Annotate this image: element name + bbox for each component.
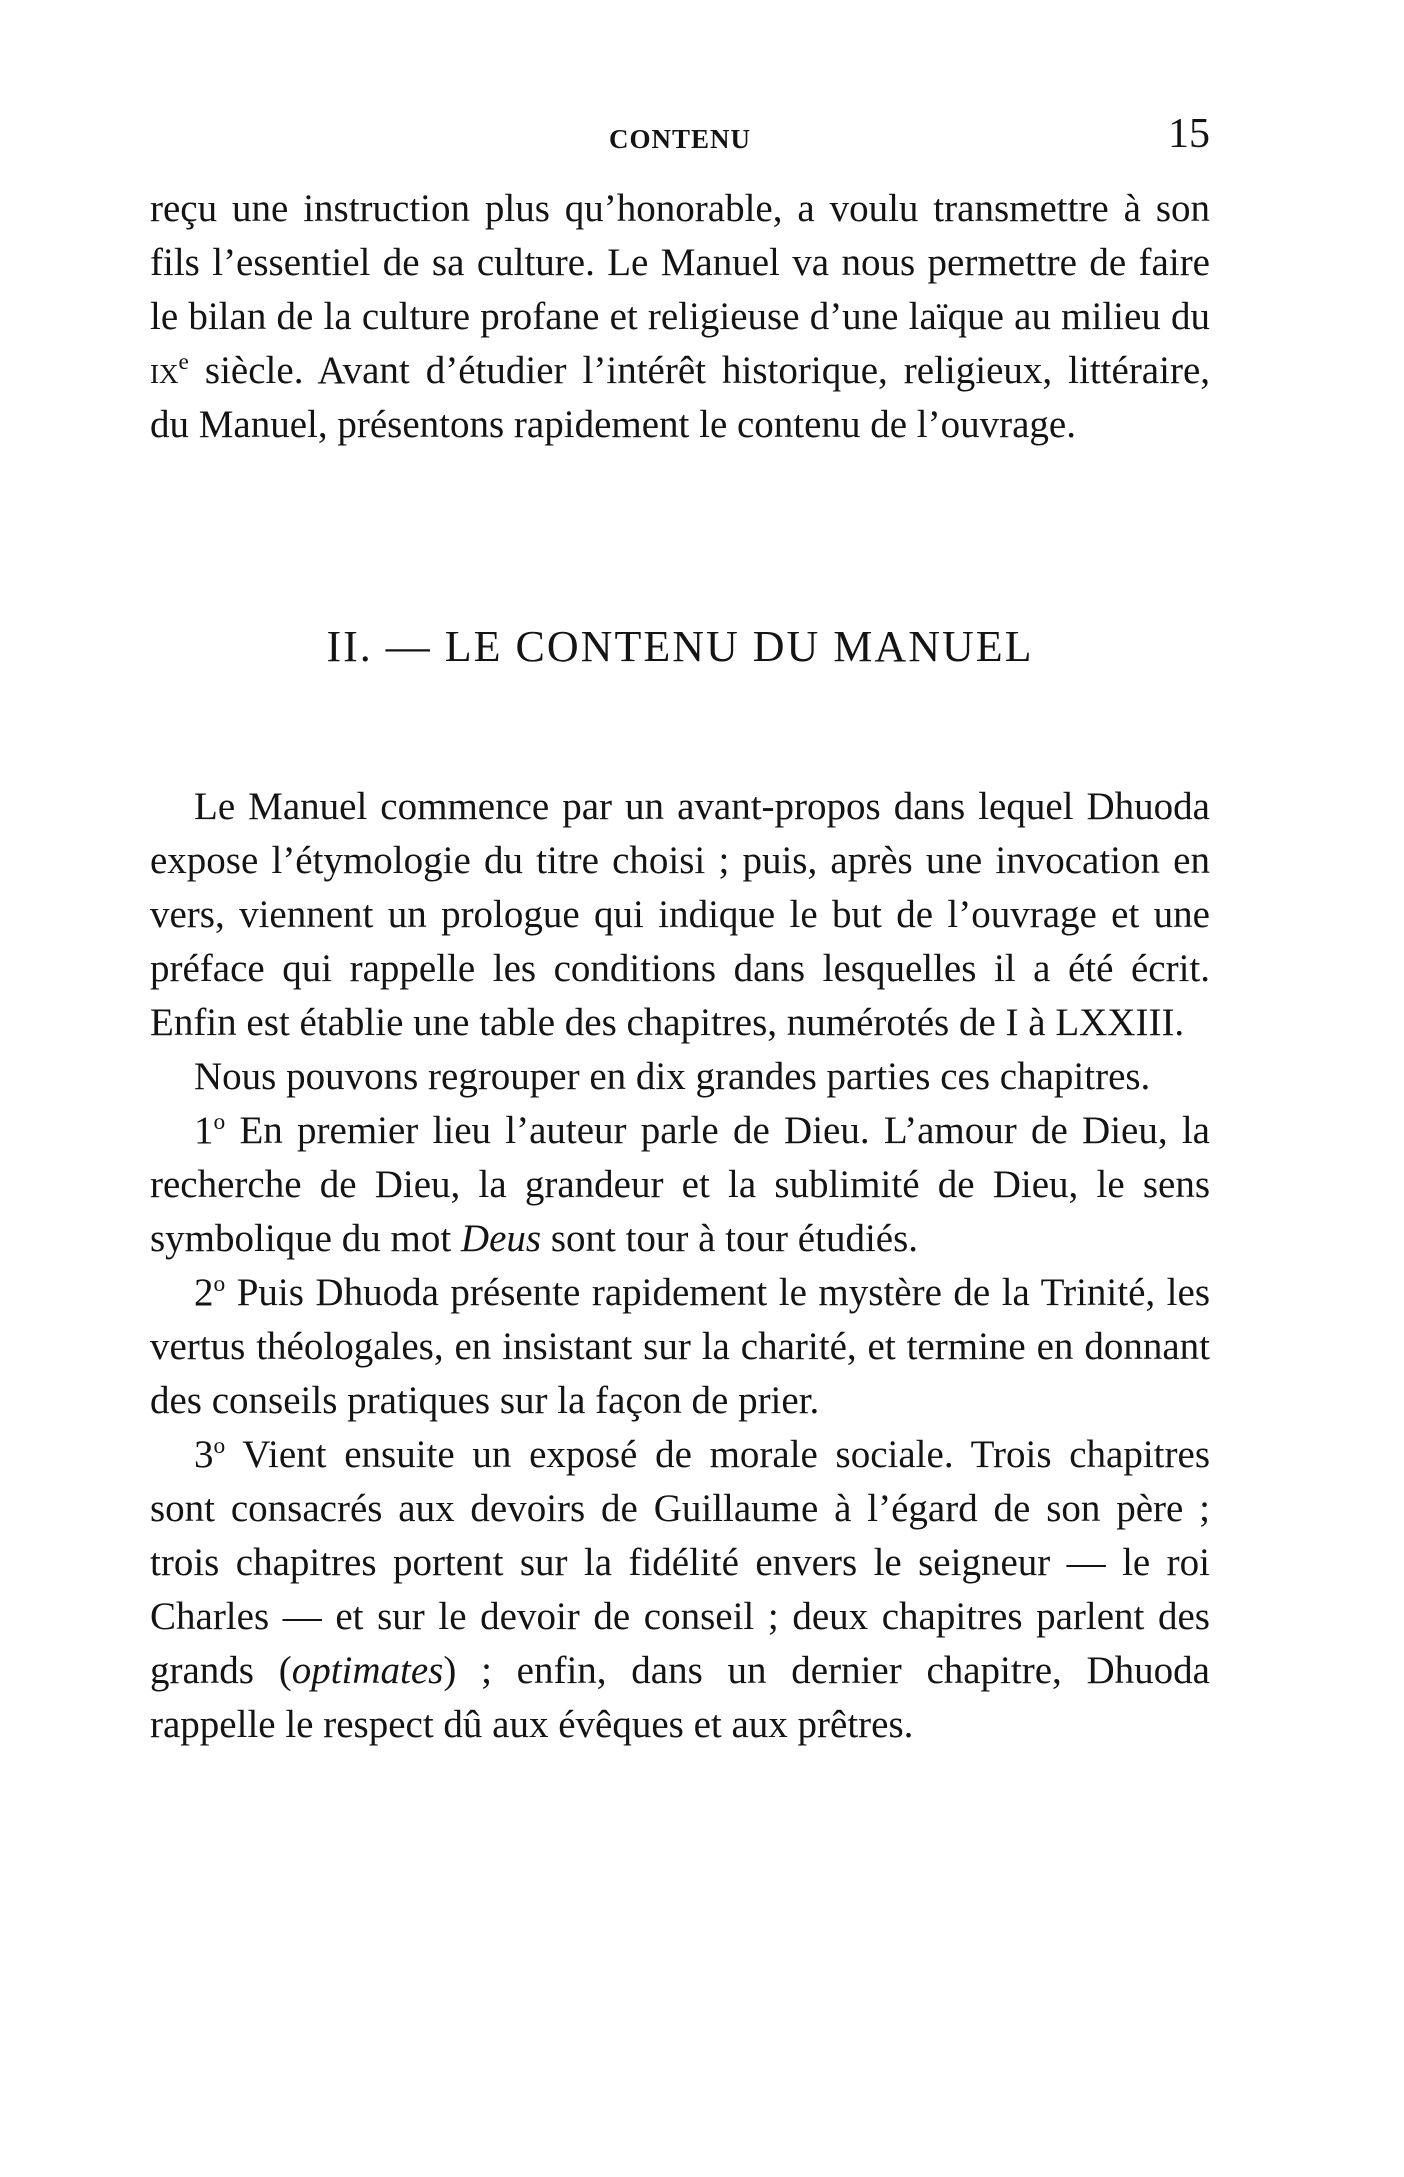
running-title: CONTENU [608, 124, 751, 154]
ordinal-mark: o [213, 1270, 226, 1297]
ordinal-mark: o [213, 1432, 226, 1459]
part-text-start: Vient ensuite un exposé de morale sociale. Trois chapitres sont consacrés aux devoirs de Guillaume à l’égard de son père ; trois chapitres portent sur la fidélité envers le seigneur — le roi Charles — et sur le devoir de conseil ; deux chapitres parlent des grands ( [150, 1433, 1210, 1692]
paragraph-overview: Le Manuel commence par un avant-propos dans lequel Dhuoda expose l’étymologie du titre choisi ; puis, après une invocation en vers, viennent un prologue qui indique le but de l’ouvrage et une préface qui rappelle les conditions dans lesquelles il a été écrit. Enfin est établie une table des chapitres, numérotés de I à LXXIII. [150, 785, 1210, 1044]
part-number: 1 [194, 1109, 214, 1152]
running-header [150, 110, 1210, 180]
part-text: Puis Dhuoda présente rapidement le mystère de la Trinité, les vertus théologales, en insistant sur la charité, et termine en donnant des conseils pratiques sur la façon de prier. [150, 1271, 1210, 1422]
part-text-end: sont tour à tour étudiés. [541, 1217, 919, 1260]
part-text-start: En premier lieu l’auteur parle de Dieu. L’amour de Dieu, la recherche de Dieu, la grandeur et la sublimité de Dieu, le sens symbolique du mot [150, 1109, 1210, 1260]
century-numeral: ix [150, 349, 179, 392]
paragraph-grouping: Nous pouvons regrouper en dix grandes parties ces chapitres. [194, 1055, 1151, 1098]
part-number: 3 [194, 1433, 214, 1476]
section-body [150, 780, 1210, 1752]
section-heading: II. — LE CONTENU DU MANUEL [326, 622, 1034, 671]
page-number: 15 [1168, 111, 1210, 157]
part-number: 2 [194, 1271, 214, 1314]
italic-term: Deus [460, 1217, 542, 1260]
century-suffix: e [178, 348, 189, 375]
paragraph-part-2 [150, 1266, 1210, 1428]
part-text-end: ) ; enfin, dans un dernier chapitre, Dhuoda rappelle le respect dû aux évêques et aux prêtres. [150, 1649, 1210, 1746]
ordinal-mark: o [213, 1108, 226, 1135]
intro-text-end: siècle. Avant d’étudier l’intérêt historique, religieux, littéraire, du Manuel, présentons rapidement le contenu de l’ouvrage. [150, 349, 1210, 446]
intro-paragraph [150, 182, 1210, 452]
italic-term: optimates [291, 1649, 444, 1692]
intro-text-start: reçu une instruction plus qu’honorable, a voulu transmettre à son fils l’essentiel de sa culture. Le Manuel va nous permettre de faire le bilan de la culture profane et religieuse d’une laïque au milieu du [150, 187, 1210, 338]
book-page [150, 110, 1210, 1752]
paragraph-part-3 [150, 1428, 1210, 1752]
paragraph-part-1 [150, 1104, 1210, 1266]
